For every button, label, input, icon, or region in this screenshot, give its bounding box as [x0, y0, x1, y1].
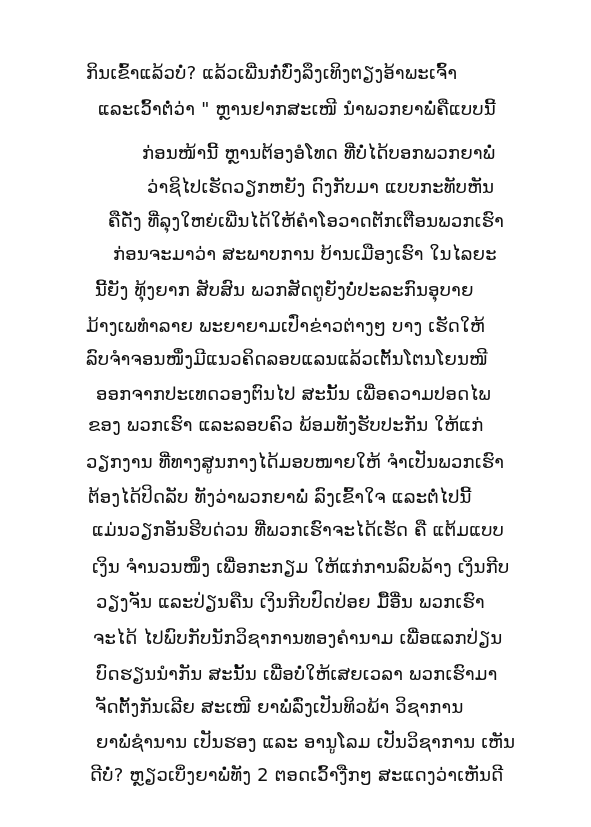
- text-line-10: ອອກຈາກປະເທດວອງຕົນໄປ ສະນັ້ນ ເພື່ອຄວາມປອດໄພ: [96, 384, 491, 405]
- text-line-9: ລົບຈຳຈອນໜຶ່ງມີແນວຄິດລອບແລນແລ້ວເຕັ້ນໂຕນໂຍນໜີ: [86, 349, 488, 370]
- text-line-3: ກ່ອນໜ້ານີ້ ຫຼານຕ້ອງອໍໂທດ ທີ່ບໍ່ໄດ້ບອກພວກຍາພໍ່: [142, 143, 496, 164]
- text-line-16: ວຽງຈັນ ແລະປ່ຽນຄືນ ເງິນກີບປົດປ່ອຍ ມື້ອື່ນ ພວກເຮົາ: [96, 592, 485, 613]
- text-line-1: ກິນເຂົ້າແລ້ວບໍ່? ແລ້ວເພີ່ນກໍ່ບົ່ງລຶງເທິງຕຽງອ້າພະເຈົ້າ: [86, 63, 458, 84]
- text-line-14: ແມ່ນວຽກອັນຮີບດ່ວນ ທີ່ພວກເຮົາຈະໄດ້ເຮັດ ຄື ແຕ້ມແບບ: [92, 520, 505, 541]
- text-line-17: ຈະໄດ້ ໄປພົບກັບນັກວິຊາການທອງຄຳນາມ ເພື່ອແລກປ່ຽນ: [93, 628, 503, 649]
- text-line-21: ດີບໍ່? ຫຼຽວເບິ່ງຍາພໍ່ທັງ 2 ຕອດເວົ້າງືກໆ ສະແດງວ່າເຫັນດີ: [90, 765, 504, 786]
- text-line-7: ນີ້ຍັງ ທຸ້ງຍາກ ສັບສົນ ພວກສັດຕູຍັງບໍ່ປະລະກົນອຸບາຍ: [95, 280, 474, 301]
- text-line-20: ຍາພໍ່ຊຳນານ ເປັນຮອງ ແລະ ອານູໂລມ ເປັນວິຊາການ ເຫັນ: [96, 732, 516, 753]
- text-line-4: ວ່າຊິໄປເຮັດວຽກຫຍັງ ດົງກັບມາ ແບບກະທັບຫັນ: [147, 177, 495, 198]
- text-line-12: ວຽກງານ ທີ່ທາງສູນກາງໄດ້ມອບໜາຍໃຫ້ ຈຳເປັນພວກເຮົາ: [86, 452, 505, 473]
- text-line-13: ຕ້ອງໄດ້ປິດລັບ ທັງວ່າພວກຍາພໍ່ ລົງເຂົ້າໃຈ ແລະຕໍ່ໄປນີ້: [88, 487, 472, 508]
- text-line-11: ຂອງ ພວກເຮົາ ແລະລອບຄົວ ພ້ອມທັງຮັບປະກັນ ໃຫ້ແກ່: [88, 415, 484, 436]
- text-line-2: ແລະເວົ້າຕໍ່ວ່າ " ຫຼານຢາກສະເໜີ ນຳພວກຍາພໍ່ຄືແບບນີ້: [98, 99, 496, 120]
- text-line-18: ບົດຮຽນນຳກັນ ສະນັ້ນ ເພື່ອບໍ່ໃຫ້ເສຍເວລາ ພວກເຮົາມາ: [96, 664, 498, 685]
- text-line-19: ຈັດຕັ້ງກັນເລີຍ ສະເໜີ ຍາພໍ່ລົ່ງເປັນທິວພ້າ ວິຊາການ: [95, 697, 464, 718]
- text-line-5: ຄືດັ່ງ ທີ່ລຸງໃຫຍ່ເພີ່ນໄດ້ໃຫ້ຄຳໂອວາດຕັກເຕືອນພວກເຮົາ: [108, 211, 505, 232]
- text-line-15: ເງິນ ຈຳນວນໜຶ່ງ ເພື່ອກະກຽມ ໃຫ້ແກ່ການລົບລ້າງ ເງິນກີບ: [92, 557, 510, 578]
- text-line-6: ກ່ອນຈະມາວ່າ ສະພາບການ ບ້ານເມືອງເຮົາ ໃນໄລຍະ: [113, 244, 497, 265]
- text-line-8: ມ້າງເພທຳລາຍ ພະຍາຍາມເປົ່າຂ່າວຕ່າງໆ ບາງ ເຮັດໃຫ້: [86, 316, 485, 337]
